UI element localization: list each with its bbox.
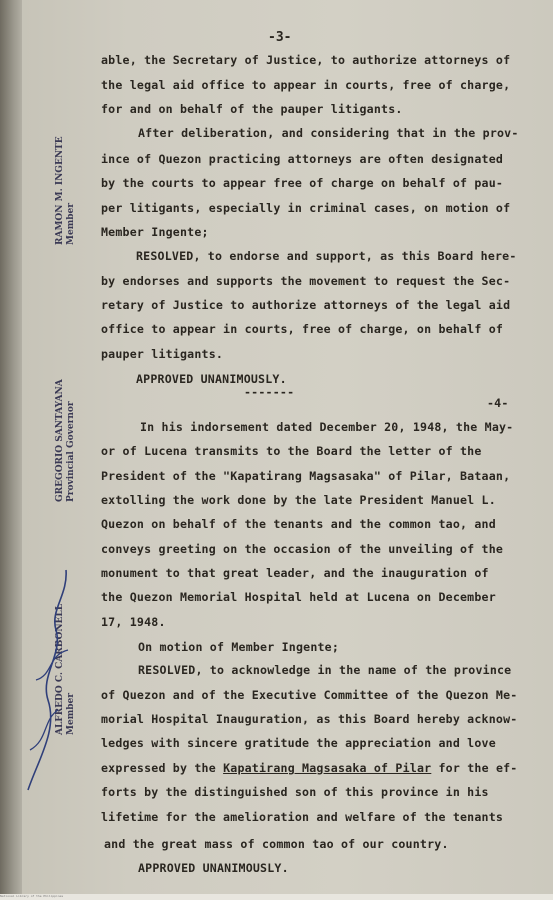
page-number: -3- (268, 30, 292, 45)
text-line: able, the Secretary of Justice, to authorize attorneys of (101, 53, 511, 67)
text-line: morial Hospital Inauguration, as this Board hereby acknow- (101, 712, 518, 726)
margin-title: Member (66, 203, 76, 245)
text-line: 17, 1948. (101, 615, 166, 629)
text-line: per litigants, especially in criminal cases, on motion of (101, 201, 511, 215)
text-line: by the courts to appear free of charge on behalf of pau- (101, 176, 504, 190)
text-line: and the great mass of common tao of our country. (104, 837, 449, 851)
text-line: On motion of Member Ingente; (138, 640, 340, 654)
text-line: forts by the distinguished son of this province in his (101, 785, 489, 799)
margin-name: RAMON M. INGENTE (55, 136, 65, 245)
text-line: RESOLVED, to acknowledge in the name of the province (138, 663, 512, 677)
text-line: monument to that great leader, and the inauguration of (101, 566, 489, 580)
margin-name: ALFREDO C. CARBONELL (55, 603, 65, 735)
margin-title: Provincial Governor (66, 401, 76, 502)
text-fragment: expressed by the (101, 761, 216, 775)
text-line: or of Lucena transmits to the Board the letter of the (101, 444, 482, 458)
text-line: retary of Justice to authorize attorneys of the legal aid (101, 298, 511, 312)
archive-footer: National Library of the Philippines (0, 894, 553, 900)
margin-member-ingente (55, 136, 77, 245)
text-line: pauper litigants. (101, 347, 224, 361)
handwritten-signature (18, 560, 88, 800)
text-line: conveys greeting on the occasion of the unveiling of the (101, 542, 504, 556)
text-line: In his indorsement dated December 20, 1948, the May- (140, 420, 514, 434)
text-line: office to appear in courts, free of charge, on behalf of (101, 322, 504, 336)
approved-note: APPROVED UNANIMOUSLY. (138, 861, 289, 875)
text-fragment: for the ef- (438, 761, 518, 775)
text-line: of Quezon and of the Executive Committee of the Quezon Me- (101, 688, 518, 702)
text-line: After deliberation, and considering that in the prov- (138, 126, 519, 140)
text-line: President of the "Kapatirang Magsasaka" of Pilar, Bataan, (101, 469, 511, 483)
text-line: RESOLVED, to endorse and support, as this Board here- (136, 249, 517, 263)
text-line: Member Ingente; (101, 225, 209, 239)
margin-governor-santayana (55, 379, 77, 502)
section-number: -4- (487, 396, 509, 410)
text-line: ince of Quezon practicing attorneys are often designated (101, 152, 504, 166)
text-line-mixed (101, 761, 517, 775)
text-line: the Quezon Memorial Hospital held at Lucena on December (101, 590, 496, 604)
text-line: for and on behalf of the pauper litigants. (101, 102, 403, 116)
separator-dashes: ------- (244, 385, 295, 399)
text-line: ledges with sincere gratitude the appreciation and love (101, 736, 496, 750)
text-line: the legal aid office to appear in courts, free of charge, (101, 78, 511, 92)
text-line: lifetime for the amelioration and welfare of the tenants (101, 810, 504, 824)
text-line: by endorses and supports the movement to request the Sec- (101, 274, 511, 288)
text-line: extolling the work done by the late President Manuel L. (101, 493, 496, 507)
underlined-org-name: Kapatirang Magsasaka of Pilar (223, 761, 432, 775)
approved-note: APPROVED UNANIMOUSLY. (136, 372, 287, 386)
margin-title: Member (66, 693, 76, 735)
text-line: Quezon on behalf of the tenants and the common tao, and (101, 517, 496, 531)
margin-name: GREGORIO SANTAYANA (55, 379, 65, 502)
